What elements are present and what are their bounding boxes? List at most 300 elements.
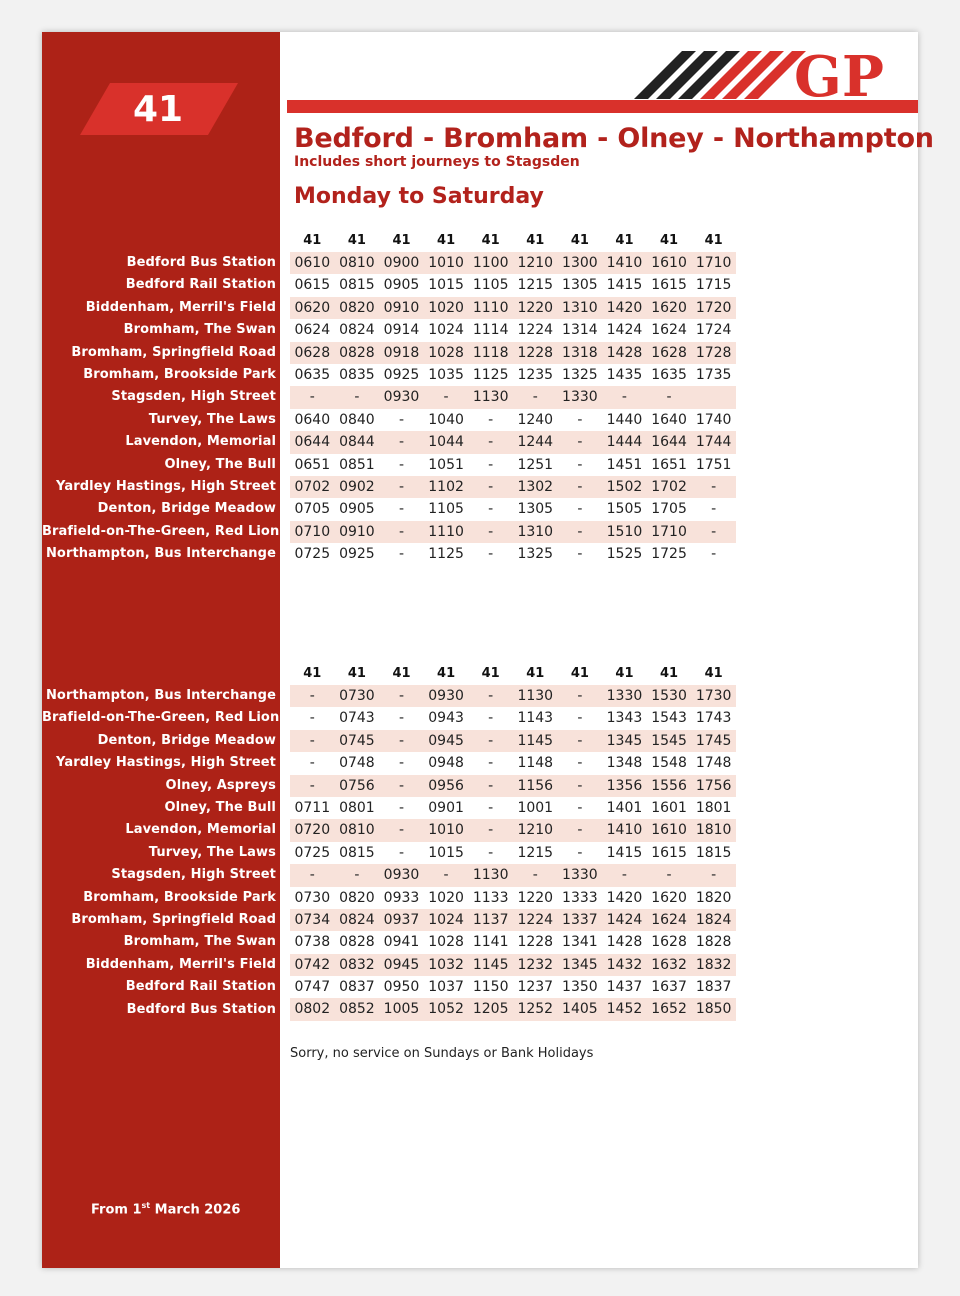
time-cell: - <box>443 867 449 884</box>
time-cell: - <box>577 478 583 495</box>
time-cell: - <box>488 546 494 563</box>
time-cell: 0738 <box>294 934 331 951</box>
route-header-cell: 41 <box>615 666 634 681</box>
time-cell: - <box>532 389 538 406</box>
time-cell: 1632 <box>651 956 687 973</box>
timetable-row <box>290 454 736 476</box>
time-cell: - <box>488 523 494 540</box>
time-cell: 1337 <box>562 911 598 928</box>
time-cell: - <box>398 822 405 839</box>
time-cell: - <box>398 710 405 727</box>
time-cell: 1510 <box>606 523 643 540</box>
time-cell: - <box>532 867 538 884</box>
time-cell: 1224 <box>517 911 554 928</box>
timetable-row <box>290 476 736 498</box>
timetable-row <box>290 842 736 864</box>
stop-label: Northampton, Bus Interchange <box>45 546 276 562</box>
timetable-row <box>290 274 736 296</box>
time-cell: 1556 <box>651 777 687 794</box>
time-cell: - <box>398 478 405 495</box>
time-cell: 1150 <box>472 979 509 996</box>
time-cell: 1005 <box>383 1001 420 1018</box>
stop-label: Biddenham, Merril's Field <box>85 299 276 315</box>
time-cell: 1100 <box>472 255 509 271</box>
time-cell: 0930 <box>383 867 420 884</box>
time-cell: 1832 <box>695 956 732 973</box>
stop-label: Lavendon, Memorial <box>125 434 276 450</box>
time-cell: 1543 <box>651 710 687 727</box>
time-cell: 1105 <box>472 277 509 294</box>
time-cell: - <box>488 434 494 451</box>
time-cell: 1440 <box>606 411 643 428</box>
time-cell: 1010 <box>428 822 464 839</box>
time-cell: - <box>309 732 315 749</box>
time-cell: 1828 <box>695 934 732 951</box>
time-cell: - <box>577 710 583 727</box>
time-cell: - <box>577 799 583 816</box>
time-cell: 1325 <box>562 366 598 383</box>
timetable-row <box>290 954 736 976</box>
time-cell: 1624 <box>651 911 687 928</box>
time-cell: - <box>354 867 360 884</box>
stop-label: Olney, The Bull <box>164 456 276 472</box>
time-cell: 1102 <box>428 478 464 495</box>
time-cell: 1401 <box>606 799 643 816</box>
time-cell: 1428 <box>606 344 643 361</box>
time-cell: 1824 <box>695 911 732 928</box>
time-cell: - <box>666 389 672 406</box>
time-cell: 1720 <box>695 299 732 316</box>
time-cell: 1215 <box>517 277 554 294</box>
time-cell: 1735 <box>695 366 732 383</box>
timetable-row <box>290 498 736 520</box>
time-cell: 1330 <box>606 688 643 704</box>
time-cell: 0828 <box>339 934 375 951</box>
time-cell: 0905 <box>383 277 420 294</box>
time-cell: - <box>577 546 583 563</box>
time-cell: 0720 <box>294 822 331 839</box>
time-cell: 1345 <box>606 732 643 749</box>
sidebar <box>42 32 280 1268</box>
time-cell: 1220 <box>517 299 554 316</box>
time-cell: 0745 <box>339 732 375 749</box>
time-cell: 0651 <box>294 456 331 473</box>
route-header-cell: 41 <box>437 233 456 248</box>
time-cell: - <box>309 710 315 727</box>
time-cell: 1635 <box>651 366 687 383</box>
time-cell: 0925 <box>339 546 375 563</box>
route-header-cell: 41 <box>704 233 723 248</box>
timetable-row <box>290 976 736 998</box>
time-cell: 1032 <box>428 956 464 973</box>
timetable-row <box>290 521 736 543</box>
time-cell: 1114 <box>472 322 509 339</box>
time-cell: 1756 <box>695 777 732 794</box>
time-cell: 0918 <box>383 344 420 361</box>
time-cell: 1341 <box>562 934 598 951</box>
time-cell: 1310 <box>517 523 554 540</box>
time-cell: - <box>488 501 494 518</box>
time-cell: - <box>398 799 405 816</box>
time-cell: 1730 <box>695 688 732 704</box>
time-cell: 0844 <box>339 434 375 451</box>
time-cell: 0925 <box>383 366 420 383</box>
time-cell: - <box>577 523 583 540</box>
time-cell: - <box>309 755 315 772</box>
time-cell: 1624 <box>651 322 687 339</box>
time-cell: - <box>443 389 449 406</box>
time-cell: 1810 <box>695 822 732 839</box>
time-cell: 0902 <box>339 478 375 495</box>
time-cell: 1156 <box>517 777 554 794</box>
time-cell: 1300 <box>562 255 598 271</box>
outbound-timetable <box>290 230 736 565</box>
time-cell: 0644 <box>294 434 331 451</box>
time-cell: 1651 <box>651 456 687 473</box>
time-cell: 1628 <box>651 934 687 951</box>
route-header-cell: 41 <box>303 666 322 681</box>
stop-label: Bedford Bus Station <box>126 255 276 270</box>
time-cell: 1437 <box>606 979 643 996</box>
time-cell: 0730 <box>339 688 375 704</box>
time-cell: 0710 <box>294 523 331 540</box>
time-cell: - <box>711 867 717 884</box>
time-cell: - <box>488 478 494 495</box>
timetable-row <box>290 909 736 931</box>
time-cell: - <box>354 389 360 406</box>
time-cell: 1220 <box>517 889 554 906</box>
time-cell: 1028 <box>428 344 464 361</box>
time-cell: 0901 <box>428 799 464 816</box>
timetable-row <box>290 431 736 453</box>
timetable-row <box>290 342 736 364</box>
time-cell: - <box>309 389 315 406</box>
stop-label: Stagsden, High Street <box>111 389 276 405</box>
route-header-cell: 41 <box>347 233 366 248</box>
time-cell: 0815 <box>339 844 375 861</box>
time-cell: 1228 <box>517 934 554 951</box>
time-cell: 0711 <box>294 799 331 816</box>
time-cell: 1744 <box>695 434 732 451</box>
time-cell: 1424 <box>606 322 643 339</box>
time-cell: 1615 <box>651 277 687 294</box>
time-cell: 1820 <box>695 889 732 906</box>
route-header-cell: 41 <box>570 666 589 681</box>
time-cell: - <box>488 755 494 772</box>
time-cell: - <box>577 732 583 749</box>
time-cell: 0747 <box>294 979 331 996</box>
time-cell: - <box>309 867 315 884</box>
time-cell: 1133 <box>472 889 509 906</box>
time-cell: 0835 <box>339 366 375 383</box>
time-cell: 0824 <box>339 322 375 339</box>
time-cell: 1348 <box>606 755 643 772</box>
time-cell: 0948 <box>428 755 464 772</box>
time-cell: 1801 <box>695 799 732 816</box>
time-cell: 0930 <box>428 688 464 704</box>
route-header-cell: 41 <box>303 233 322 248</box>
time-cell: 1356 <box>606 777 643 794</box>
timetable-row <box>290 775 736 797</box>
time-cell: - <box>621 867 627 884</box>
time-cell: - <box>398 777 405 794</box>
time-cell: 1620 <box>651 889 687 906</box>
time-cell: 1051 <box>428 456 464 473</box>
time-cell: 0910 <box>339 523 375 540</box>
stop-label: Bromham, Springfield Road <box>71 912 276 927</box>
time-cell: - <box>711 501 717 518</box>
stop-label: Stagsden, High Street <box>111 867 276 883</box>
time-cell: - <box>398 434 405 451</box>
timetable-row <box>290 887 736 909</box>
time-cell: 0943 <box>428 710 464 727</box>
time-cell: - <box>309 688 315 704</box>
time-cell: 1130 <box>472 389 509 406</box>
time-cell: 1728 <box>695 344 732 361</box>
time-cell: 1745 <box>695 732 732 749</box>
days-of-operation: Monday to Saturday <box>294 184 544 209</box>
stop-label: Bedford Bus Station <box>126 1001 276 1017</box>
timetable-row <box>290 707 736 729</box>
stop-label: Brafield-on-The-Green, Red Lion <box>42 710 280 726</box>
time-cell: 1040 <box>428 411 464 428</box>
time-cell: 1251 <box>517 456 554 473</box>
time-cell: 1420 <box>606 299 643 316</box>
time-cell: 1615 <box>651 844 687 861</box>
time-cell: 1143 <box>517 710 554 727</box>
time-cell: 0615 <box>294 277 331 294</box>
timetable-row <box>290 685 736 707</box>
time-cell: 1601 <box>651 799 687 816</box>
timetable-row <box>290 730 736 752</box>
time-cell: - <box>488 710 494 727</box>
time-cell: 0743 <box>339 710 375 727</box>
time-cell: - <box>577 434 583 451</box>
time-cell: 1530 <box>651 688 687 704</box>
route-header-cell: 41 <box>704 666 723 681</box>
time-cell: - <box>577 501 583 518</box>
time-cell: 0832 <box>339 956 375 973</box>
time-cell: 0802 <box>294 1001 331 1018</box>
time-cell: 1444 <box>606 434 643 451</box>
timetable-row <box>290 364 736 386</box>
operator-logo <box>634 46 918 104</box>
time-cell: 1015 <box>428 277 464 294</box>
time-cell: - <box>577 456 583 473</box>
route-header-cell: 41 <box>570 233 589 248</box>
route-header-cell: 41 <box>526 233 545 248</box>
time-cell: 1451 <box>606 456 643 473</box>
time-cell: 1330 <box>562 867 598 884</box>
time-cell: 1748 <box>695 755 732 772</box>
page-title: Bedford - Bromham - Olney - Northampton <box>294 123 934 154</box>
time-cell: - <box>577 844 583 861</box>
time-cell: 1244 <box>517 434 554 451</box>
time-cell: 1702 <box>651 478 687 495</box>
time-cell: - <box>398 688 405 704</box>
time-cell: 1302 <box>517 478 554 495</box>
time-cell: 1545 <box>651 732 687 749</box>
route-header-cell: 41 <box>660 666 679 681</box>
time-cell: 1405 <box>562 1001 598 1018</box>
time-cell: 1637 <box>651 979 687 996</box>
time-cell: 0705 <box>294 501 331 518</box>
time-cell: 0610 <box>294 255 331 271</box>
time-cell: 0702 <box>294 478 331 495</box>
time-cell: 0820 <box>339 299 375 316</box>
stop-label: Turvey, The Laws <box>148 411 276 427</box>
time-cell: - <box>398 546 405 563</box>
route-header-cell: 41 <box>392 666 411 681</box>
time-cell: 1020 <box>428 299 464 316</box>
time-cell: 1130 <box>472 867 509 884</box>
time-cell: 1118 <box>472 344 509 361</box>
time-cell: - <box>488 799 494 816</box>
time-cell: - <box>488 732 494 749</box>
timetable-row <box>290 543 736 565</box>
time-cell: - <box>398 456 405 473</box>
route-number: 41 <box>132 89 184 130</box>
timetable-row <box>290 409 736 431</box>
time-cell: 1305 <box>562 277 598 294</box>
time-cell: 1148 <box>517 755 554 772</box>
time-cell: 1330 <box>562 389 598 406</box>
time-cell: - <box>488 822 494 839</box>
time-cell: 1125 <box>472 366 509 383</box>
time-cell: 1743 <box>695 710 732 727</box>
time-cell: 1725 <box>651 546 687 563</box>
timetable-row <box>290 998 736 1020</box>
time-cell: - <box>398 732 405 749</box>
time-cell: 0933 <box>383 889 420 906</box>
time-cell: 0734 <box>294 911 331 928</box>
route-header-cell: 41 <box>526 666 545 681</box>
route-header-cell: 41 <box>392 233 411 248</box>
route-header-cell: 41 <box>660 233 679 248</box>
time-cell: 1028 <box>428 934 464 951</box>
time-cell: - <box>398 501 405 518</box>
time-cell: 1130 <box>517 688 554 704</box>
timetable-row <box>290 752 736 774</box>
stop-label: Denton, Bridge Meadow <box>97 732 276 748</box>
time-cell: 1015 <box>428 844 464 861</box>
time-cell: 1505 <box>606 501 643 518</box>
timetable-page <box>42 32 934 1268</box>
time-cell: 1141 <box>472 934 509 951</box>
time-cell: 1415 <box>606 844 643 861</box>
time-cell: 0810 <box>339 255 375 271</box>
time-cell: 0930 <box>383 389 420 406</box>
time-cell: 0956 <box>428 777 464 794</box>
time-cell: 1205 <box>472 1001 509 1018</box>
stop-label: Olney, The Bull <box>164 800 276 815</box>
route-header-cell: 41 <box>615 233 634 248</box>
time-cell: 1420 <box>606 889 643 906</box>
timetable-row <box>290 931 736 953</box>
time-cell: - <box>711 523 717 540</box>
time-cell: - <box>711 546 717 563</box>
stop-label: Lavendon, Memorial <box>125 822 276 838</box>
timetable-row <box>290 386 736 408</box>
stop-label: Bromham, Brookside Park <box>83 889 276 905</box>
time-cell: - <box>488 844 494 861</box>
time-cell: 1210 <box>517 822 554 839</box>
time-cell: 0852 <box>339 1001 375 1018</box>
stop-label: Yardley Hastings, High Street <box>56 479 276 494</box>
time-cell: - <box>577 755 583 772</box>
time-cell: - <box>398 411 405 428</box>
time-cell: 0810 <box>339 822 375 839</box>
operator-logo-text: GP <box>794 46 884 104</box>
time-cell: 1110 <box>472 299 509 316</box>
time-cell: 0748 <box>339 755 375 772</box>
time-cell: 1237 <box>517 979 554 996</box>
time-cell: - <box>711 478 717 495</box>
time-cell: - <box>398 523 405 540</box>
timetable-row <box>290 319 736 341</box>
time-cell: 0820 <box>339 889 375 906</box>
time-cell: 1610 <box>651 822 687 839</box>
time-cell: 1325 <box>517 546 554 563</box>
time-cell: 0725 <box>294 546 331 563</box>
stop-label: Bedford Rail Station <box>125 277 276 293</box>
time-cell: 1145 <box>517 732 554 749</box>
time-cell: 1350 <box>562 979 598 996</box>
time-cell: - <box>577 688 583 704</box>
stop-label: Bromham, The Swan <box>123 934 276 950</box>
time-cell: - <box>398 844 405 861</box>
stop-label: Bromham, The Swan <box>123 322 276 338</box>
time-cell: 1240 <box>517 411 554 428</box>
inbound-timetable <box>290 663 736 1021</box>
timetable-row <box>290 797 736 819</box>
time-cell: 0628 <box>294 344 331 361</box>
time-cell: 0851 <box>339 456 375 473</box>
time-cell: 1740 <box>695 411 732 428</box>
time-cell: - <box>398 755 405 772</box>
time-cell: 0635 <box>294 366 331 383</box>
time-cell: 1044 <box>428 434 464 451</box>
time-cell: 1024 <box>428 322 464 339</box>
time-cell: 0941 <box>383 934 420 951</box>
time-cell: 1001 <box>517 799 554 816</box>
time-cell: 0742 <box>294 956 331 973</box>
time-cell: 0756 <box>339 777 375 794</box>
time-cell: 0640 <box>294 411 331 428</box>
time-cell: 0905 <box>339 501 375 518</box>
timetable-row <box>290 819 736 841</box>
time-cell: 1125 <box>428 546 464 563</box>
timetable-row <box>290 252 736 274</box>
stop-label: Bromham, Springfield Road <box>71 344 276 360</box>
time-cell: 0828 <box>339 344 375 361</box>
time-cell: 0801 <box>339 799 375 816</box>
time-cell: 0815 <box>339 277 375 294</box>
time-cell: 1715 <box>695 277 732 294</box>
time-cell: 1314 <box>562 322 598 339</box>
time-cell: 1502 <box>606 478 643 495</box>
time-cell: - <box>309 777 315 794</box>
time-cell: 1415 <box>606 277 643 294</box>
time-cell: 1110 <box>428 523 464 540</box>
time-cell: 0624 <box>294 322 331 339</box>
time-cell: 1705 <box>651 501 687 518</box>
time-cell: 0937 <box>383 911 420 928</box>
stop-label: Bedford Rail Station <box>125 979 276 995</box>
time-cell: 0824 <box>339 911 375 928</box>
time-cell: - <box>488 688 494 704</box>
time-cell: 0837 <box>339 979 375 996</box>
